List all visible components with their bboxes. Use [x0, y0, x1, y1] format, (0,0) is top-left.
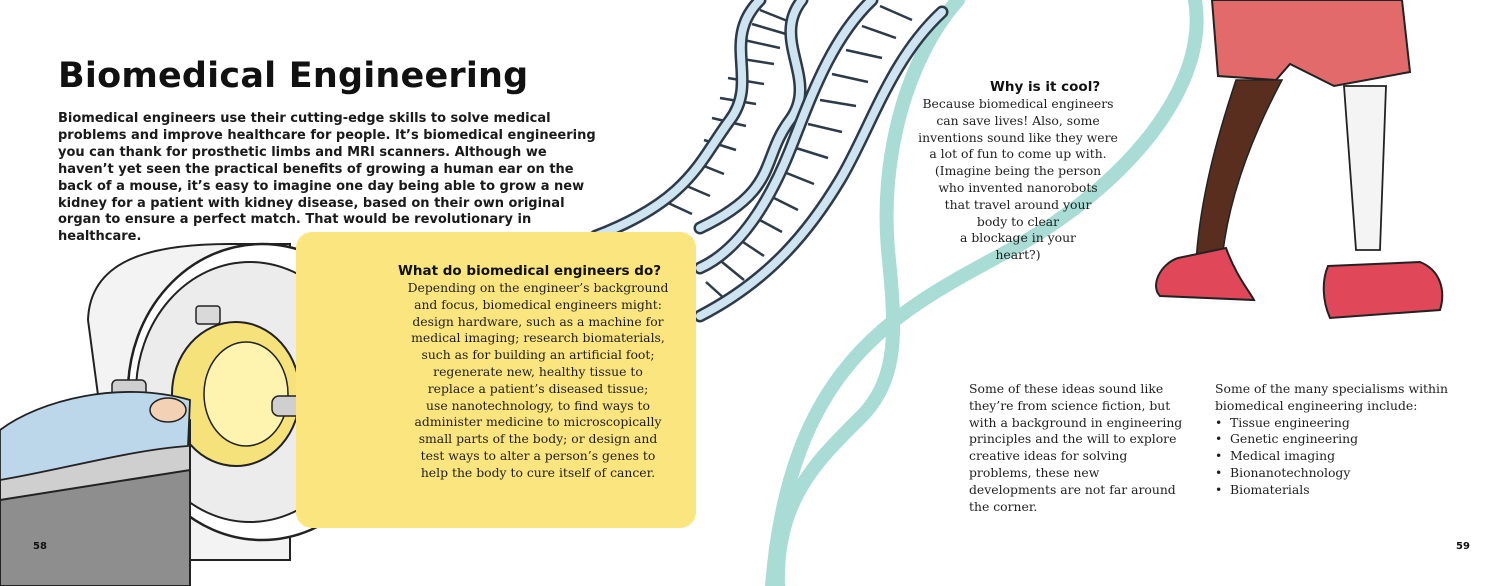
cool-box-heading: Why is it cool? — [990, 79, 1101, 95]
page-number-right: 59 — [1456, 541, 1470, 552]
cool-box-line: (Imagine being the person — [934, 163, 1102, 179]
what-box-line: test ways to alter a person’s genes to — [420, 447, 656, 463]
what-box-line: regenerate new, healthy tissue to — [433, 363, 643, 379]
specialisms-list — [1215, 415, 1455, 499]
intro-paragraph: Biomedical engineers use their cutting-edge skills to solve medical problems and improve healthcare for people. It’s biomedical engineering you can thank for prosthetic limbs and MRI scanners. Although we haven’t yet seen the practical benefits of growing a human ear on the back of a mouse, it’s easy to imagine one day being able to grow a new kidney for a patient with kidney disease, based on their own original organ to ensure a perfect match. That would be revolutionary in healthcare. — [58, 111, 596, 245]
bullet-icon: • — [1215, 464, 1223, 480]
cool-box-line: inventions sound like they were — [918, 129, 1118, 145]
what-box-heading: What do biomedical engineers do? — [398, 263, 662, 279]
cool-box-line: can save lives! Also, some — [936, 112, 1100, 128]
specialisms-intro: Some of the many specialisms within biomedical engineering include: — [1215, 381, 1448, 413]
what-box-line: such as for building an artificial foot; — [421, 347, 655, 363]
specialism-label: Bionanotechnology — [1230, 464, 1351, 480]
specialism-label: Biomaterials — [1230, 481, 1310, 497]
cool-box-line: body to clear — [976, 213, 1060, 229]
specialisms-section — [1215, 381, 1455, 499]
cool-box-line: that travel around your — [944, 196, 1092, 212]
what-box-line: design hardware, such as a machine for — [412, 313, 664, 329]
what-box-line: help the body to cure itself of cancer. — [420, 464, 656, 480]
what-box-line: small parts of the body; or design and — [418, 431, 658, 447]
page-title: Biomedical Engineering — [58, 56, 529, 96]
bullet-icon: • — [1215, 431, 1223, 447]
ideas-paragraph: Some of these ideas sound like they’re from science fiction, but with a background in engineering principles and the will to explore creative ideas for solving problems, these new developments are not far around the corner. — [969, 381, 1183, 514]
specialism-label: Tissue engineering — [1230, 414, 1350, 430]
cool-box-line: a lot of fun to come up with. — [929, 146, 1107, 162]
what-box-line: and focus, biomedical engineers might: — [414, 296, 662, 312]
what-box-line: Depending on the engineer’s background — [407, 280, 669, 295]
bullet-icon: • — [1215, 448, 1223, 464]
cool-box-line: Because biomedical engineers — [922, 96, 1114, 111]
what-box-line: use nanotechnology, to find ways to — [426, 397, 650, 413]
cool-box-line: a blockage in your — [960, 230, 1076, 246]
cool-box-line: heart?) — [995, 247, 1041, 263]
cool-box-line: who invented nanorobots — [938, 179, 1098, 195]
specialism-item — [1215, 415, 1455, 432]
what-box-line: medical imaging; research biomaterials, — [411, 330, 665, 346]
page-number-left: 58 — [33, 541, 47, 552]
bullet-icon: • — [1215, 414, 1223, 430]
what-box-line: replace a patient’s diseased tissue; — [427, 380, 649, 396]
specialism-item — [1215, 465, 1455, 482]
what-box-text — [398, 280, 678, 482]
bullet-icon: • — [1215, 481, 1223, 497]
cool-box-text — [898, 96, 1138, 264]
specialism-item — [1215, 448, 1455, 465]
specialism-item — [1215, 431, 1455, 448]
what-box-line: administer medicine to microscopically — [414, 414, 662, 430]
specialism-label: Genetic engineering — [1230, 431, 1359, 447]
specialism-label: Medical imaging — [1230, 448, 1336, 464]
specialism-item — [1215, 482, 1455, 499]
